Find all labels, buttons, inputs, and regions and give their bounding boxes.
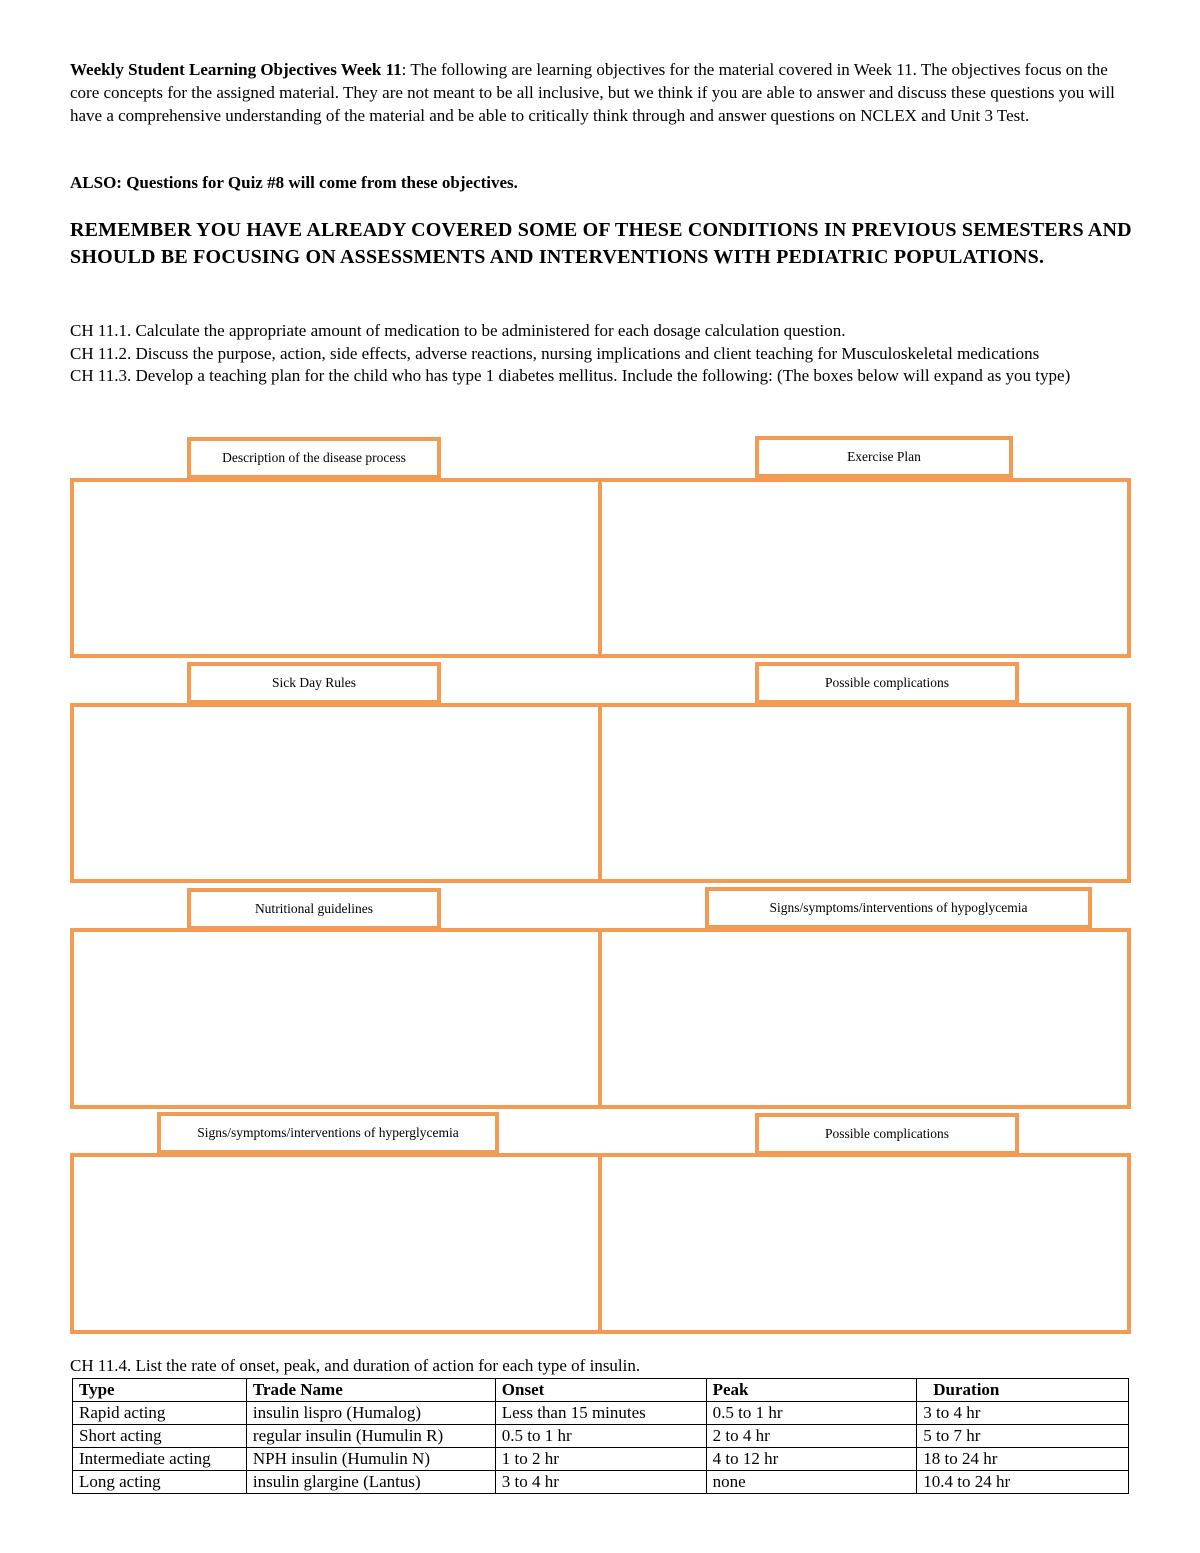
intro-title: Weekly Student Learning Objectives Week 11 <box>70 60 402 79</box>
label-nutritional-guidelines: Nutritional guidelines <box>187 888 441 930</box>
label-hypoglycemia: Signs/symptoms/interventions of hypoglycemia <box>705 887 1092 929</box>
cell-onset: 0.5 to 1 hr <box>495 1425 706 1448</box>
intro-text: : The following are learning objectives for the material covered in Week 11. The objectives focus on the core concepts for the assigned material. They are not meant to be all inclusive, but we think if you are able to answer and discuss these questions you will have a comprehensive understanding of the material and be able to critically think through and answer questions on NCLEX and Unit 3 Test. <box>70 60 1115 125</box>
cell-type: Long acting <box>73 1471 247 1494</box>
cell-peak: 0.5 to 1 hr <box>706 1402 917 1425</box>
cell-duration: 3 to 4 hr <box>917 1402 1129 1425</box>
cell-onset: Less than 15 minutes <box>495 1402 706 1425</box>
cell-type: Intermediate acting <box>73 1448 247 1471</box>
cell-trade-name: insulin lispro (Humalog) <box>246 1402 495 1425</box>
cell-peak: 4 to 12 hr <box>706 1448 917 1471</box>
insulin-table <box>72 1378 1129 1494</box>
table-row <box>73 1471 1129 1494</box>
possible-complications-2-input-box[interactable] <box>598 1153 1131 1334</box>
header-onset: Onset <box>495 1379 706 1402</box>
remember-heading: REMEMBER YOU HAVE ALREADY COVERED SOME OF THESE CONDITIONS IN PREVIOUS SEMESTERS AND SHOULD BE FOCUSING ON ASSESSMENTS AND INTERVENTIONS WITH PEDIATRIC POPULATIONS. <box>70 219 1132 268</box>
objective-11-3: CH 11.3. Develop a teaching plan for the child who has type 1 diabetes mellitus. Include the following: (The boxes below will expand as you type) <box>70 366 1071 386</box>
cell-duration: 10.4 to 24 hr <box>917 1471 1129 1494</box>
objectives-list <box>70 320 1132 388</box>
label-disease-process: Description of the disease process <box>187 437 441 479</box>
table-header-row <box>73 1379 1129 1402</box>
table-row <box>73 1425 1129 1448</box>
nutritional-guidelines-input-box[interactable] <box>70 928 602 1109</box>
sick-day-rules-input-box[interactable] <box>70 703 602 883</box>
header-trade-name: Trade Name <box>246 1379 495 1402</box>
exercise-plan-input-box[interactable] <box>598 478 1131 658</box>
cell-onset: 3 to 4 hr <box>495 1471 706 1494</box>
table-row <box>73 1448 1129 1471</box>
cell-trade-name: regular insulin (Humulin R) <box>246 1425 495 1448</box>
label-exercise-plan: Exercise Plan <box>755 436 1013 478</box>
cell-duration: 5 to 7 hr <box>917 1425 1129 1448</box>
header-duration: Duration <box>917 1379 1129 1402</box>
cell-trade-name: NPH insulin (Humulin N) <box>246 1448 495 1471</box>
hypoglycemia-input-box[interactable] <box>598 928 1131 1109</box>
table-row <box>73 1402 1129 1425</box>
objective-11-2: CH 11.2. Discuss the purpose, action, side effects, adverse reactions, nursing implications and client teaching for Musculoskeletal medications <box>70 343 1040 363</box>
label-possible-complications-1: Possible complications <box>755 662 1019 704</box>
quiz-note: ALSO: Questions for Quiz #8 will come from these objectives. <box>70 173 518 192</box>
header-type: Type <box>73 1379 247 1402</box>
cell-duration: 18 to 24 hr <box>917 1448 1129 1471</box>
label-possible-complications-2: Possible complications <box>755 1113 1019 1155</box>
cell-trade-name: insulin glargine (Lantus) <box>246 1471 495 1494</box>
cell-type: Rapid acting <box>73 1402 247 1425</box>
cell-peak: none <box>706 1471 917 1494</box>
hyperglycemia-input-box[interactable] <box>70 1153 602 1334</box>
objective-11-4: CH 11.4. List the rate of onset, peak, and duration of action for each type of insulin. <box>70 1356 641 1375</box>
possible-complications-1-input-box[interactable] <box>598 703 1131 883</box>
header-peak: Peak <box>706 1379 917 1402</box>
intro-paragraph <box>70 58 1132 127</box>
cell-onset: 1 to 2 hr <box>495 1448 706 1471</box>
label-sick-day-rules: Sick Day Rules <box>187 662 441 704</box>
objective-11-1: CH 11.1. Calculate the appropriate amount of medication to be administered for each dosage calculation question. <box>70 321 846 340</box>
cell-peak: 2 to 4 hr <box>706 1425 917 1448</box>
cell-type: Short acting <box>73 1425 247 1448</box>
disease-process-input-box[interactable] <box>70 478 602 658</box>
label-hyperglycemia: Signs/symptoms/interventions of hyperglycemia <box>157 1112 499 1154</box>
